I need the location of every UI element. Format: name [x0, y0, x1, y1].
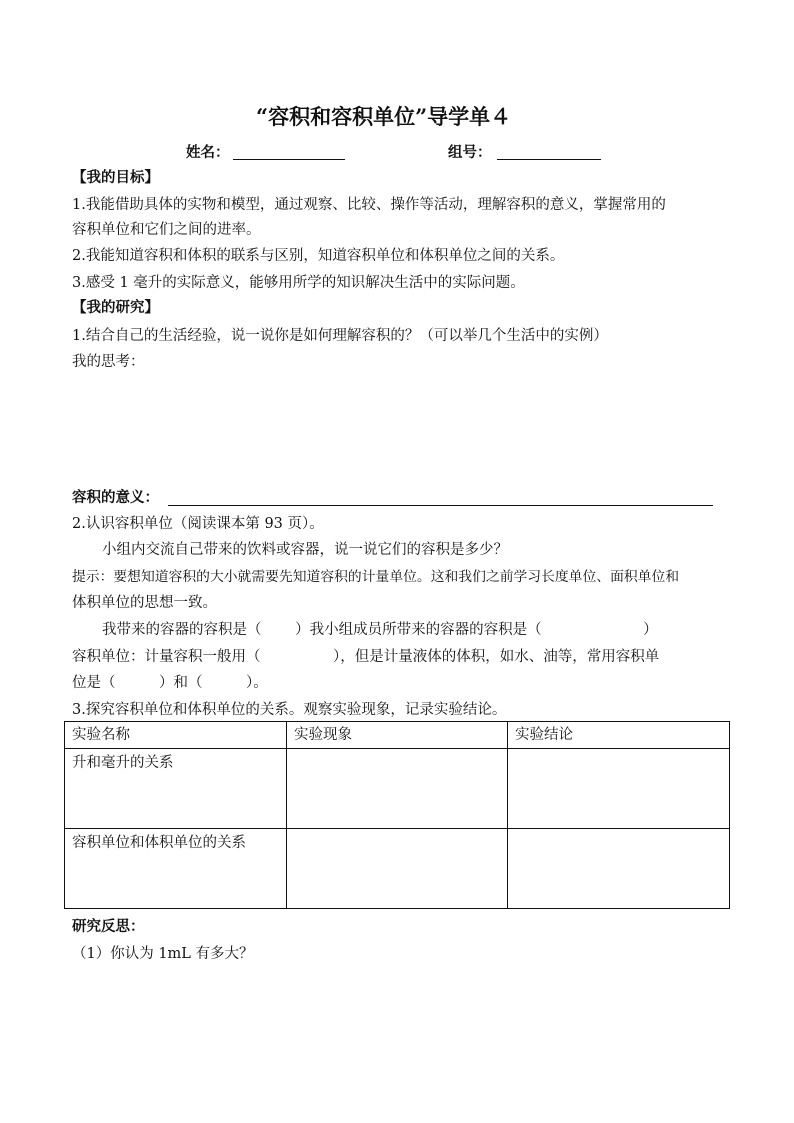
- goal-item-1-line-2: 容积单位和它们之间的进率。: [72, 222, 261, 238]
- goal-item-1-line-1: 1.我能借助具体的实物和模型，通过观察、比较、操作等活动，理解容积的意义，掌握常用的: [72, 197, 666, 213]
- thinking-label: 我的思考：: [72, 354, 145, 370]
- table-cell-input[interactable]: [287, 829, 508, 909]
- name-blank[interactable]: [233, 159, 345, 160]
- table-cell: 容积单位和体积单位的关系: [65, 829, 287, 909]
- table-cell-input[interactable]: [287, 749, 508, 829]
- research-heading: 【我的研究】: [72, 299, 159, 316]
- experiment-table: [64, 721, 730, 909]
- meaning-label: 容积的意义：: [72, 489, 159, 506]
- meaning-blank[interactable]: [168, 505, 713, 506]
- table-row: [65, 829, 730, 909]
- page-title: “容积和容积单位”导学单４: [256, 104, 512, 129]
- fill-line-1[interactable]: 我带来的容器的容积是（ ）我小组成员所带来的容器的容积是（ ）: [102, 622, 658, 638]
- research-question-3: 3.探究容积单位和体积单位的关系。观察实验现象，记录实验结论。: [72, 702, 507, 718]
- fill-line-3[interactable]: 位是（ ）和（ ）。: [72, 675, 268, 691]
- reflection-heading: 研究反思：: [72, 918, 145, 935]
- table-cell-input[interactable]: [508, 749, 730, 829]
- table-header-row: [65, 722, 730, 749]
- hint-line-1: 提示：要想知道容积的大小就需要先知道容积的计量单位。这和我们之前学习长度单位、面积单位和: [72, 569, 680, 585]
- group-label: 组号：: [448, 144, 492, 161]
- goals-heading: 【我的目标】: [72, 169, 159, 186]
- reflection-question-1: （1）你认为 1mL 有多大？: [72, 946, 254, 962]
- hint-line-2: 体积单位的思想一致。: [72, 595, 217, 611]
- goal-item-2: 2.我能知道容积和体积的联系与区别，知道容积单位和体积单位之间的关系。: [72, 248, 565, 264]
- table-row: [65, 749, 730, 829]
- research-question-1: 1.结合自己的生活经验，说一说你是如何理解容积的？（可以举几个生活中的实例）: [72, 328, 608, 344]
- goal-item-3: 3.感受 1 毫升的实际意义，能够用所学的知识解决生活中的实际问题。: [72, 275, 525, 291]
- exchange-text: 小组内交流自己带来的饮料或容器，说一说它们的容积是多少？: [102, 542, 508, 558]
- table-header-cell: 实验现象: [287, 722, 508, 749]
- table-cell-input[interactable]: [508, 829, 730, 909]
- table-cell: 升和毫升的关系: [65, 749, 287, 829]
- research-question-2: 2.认识容积单位（阅读课本第 93 页）。: [72, 516, 324, 532]
- name-label: 姓名：: [186, 144, 230, 161]
- fill-line-2[interactable]: 容积单位：计量容积一般用（ ），但是计量液体的体积，如水、油等，常用容积单: [72, 649, 660, 665]
- table-header-cell: 实验结论: [508, 722, 730, 749]
- table-header-cell: 实验名称: [65, 722, 287, 749]
- group-blank[interactable]: [497, 159, 601, 160]
